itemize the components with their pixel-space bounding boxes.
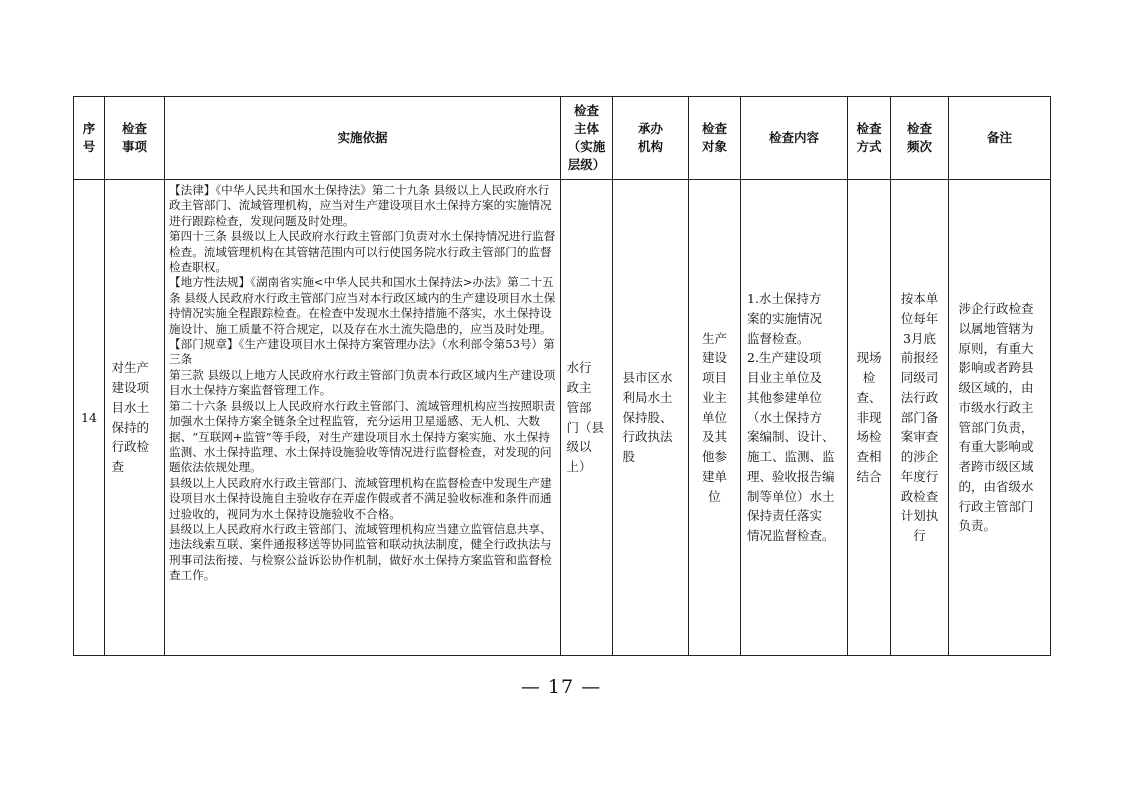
basis-paragraph: 【地方性法规】《湖南省实施<中华人民共和国水土保持法>办法》第二十五条 县级人民政府水行政主管部门应当对本行政区域内的生产建设项目水土保持情况实施全程跟踪检查。在检查中发现水土保持措施不落实，水土保持设施设计、施工质量不符合规定，以及存在水土流失隐患的，应当及时处理。 — [169, 275, 556, 336]
cell-department: 县市区水 利局水土 保持股、 行政执法 股 — [613, 180, 689, 656]
header-remark: 备注 — [949, 97, 1051, 180]
cell-method: 现场 检 查、 非现 场检 查相 结合 — [848, 180, 891, 656]
header-basis: 实施依据 — [165, 97, 561, 180]
cell-content: 1.水土保持方 案的实施情况 监督检查。 2.生产建设项 目业主单位及 其他参建单位 （水土保持方 案编制、设计、 施工、监测、监 理、验收报告编 制等单位）水土 保持责任落实 情况监督检查。 — [741, 180, 848, 656]
header-department: 承办 机构 — [613, 97, 689, 180]
cell-item: 对生产 建设项 目水土 保持的 行政检 查 — [105, 180, 165, 656]
basis-paragraph: 第二十六条 县级以上人民政府水行政主管部门、流域管理机构应当按照职责加强水土保持方案全链条全过程监管，充分运用卫星遥感、无人机、大数据、“互联网+监管”等手段，对生产建设项目水土保持方案实施、水土保持监测、水土保持监理、水土保持设施验收等情况进行监督检查，对发现的问题依法依规处理。 — [169, 398, 556, 475]
basis-paragraph: 【部门规章】《生产建设项目水土保持方案管理办法》（水利部令第53号）第三条 — [169, 337, 555, 367]
cell-basis — [165, 180, 561, 656]
cell-subject: 水行 政主 管部 门（县 级以 上） — [561, 180, 613, 656]
basis-paragraph: 第四十三条 县级以上人民政府水行政主管部门负责对水土保持情况进行监督检查。流域管理机构在其管辖范围内可以行使国务院水行政主管部门的监督检查职权。 — [169, 229, 556, 275]
header-method: 检查 方式 — [848, 97, 891, 180]
inspection-table — [73, 96, 1051, 656]
header-subject: 检查 主体 （实施 层级） — [561, 97, 613, 180]
table-row — [74, 180, 1051, 656]
basis-paragraph: 第三款 县级以上地方人民政府水行政主管部门负责本行政区域内生产建设项目水土保持方案监督管理工作。 — [169, 367, 556, 398]
basis-paragraph: 【法律】《中华人民共和国水土保持法》第二十九条 县级以上人民政府水行政主管部门、流域管理机构，应当对生产建设项目水土保持方案的实施情况进行跟踪检查，发现问题及时处理。 — [169, 183, 552, 228]
header-row — [74, 97, 1051, 180]
page-number: — 17 — — [520, 676, 602, 698]
cell-remark: 涉企行政检查 以属地管辖为 原则，有重大 影响或者跨县 级区域的，由 市级水行政主 管部门负责， 有重大影响或 者跨市级区域 的，由省级水 行政主管部门 负责。 — [949, 180, 1051, 656]
header-content: 检查内容 — [741, 97, 848, 180]
header-frequency: 检查 频次 — [891, 97, 949, 180]
cell-seq: 14 — [74, 180, 105, 656]
basis-paragraph: 县级以上人民政府水行政主管部门、流域管理机构在监督检查中发现生产建设项目水土保持设施自主验收存在弄虚作假或者不满足验收标准和条件而通过验收的，视同为水土保持设施验收不合格。 — [169, 475, 552, 521]
header-item: 检查 事项 — [105, 97, 165, 180]
basis-paragraph: 县级以上人民政府水行政主管部门、流域管理机构应当建立监管信息共享、违法线索互联、案件通报移送等协同监管和联动执法制度，健全行政执法与刑事司法衔接、与检察公益诉讼协作机制，做好水土保持方案监管和监督检查工作。 — [169, 521, 552, 583]
header-seq: 序 号 — [74, 97, 105, 180]
cell-object: 生产 建设 项目 业主 单位 及其 他参 建单 位 — [689, 180, 741, 656]
header-object: 检查 对象 — [689, 97, 741, 180]
cell-frequency: 按本单 位每年 3月底 前报经 同级司 法行政 部门备 案审查 的涉企 年度行 政检查 计划执 行 — [891, 180, 949, 656]
